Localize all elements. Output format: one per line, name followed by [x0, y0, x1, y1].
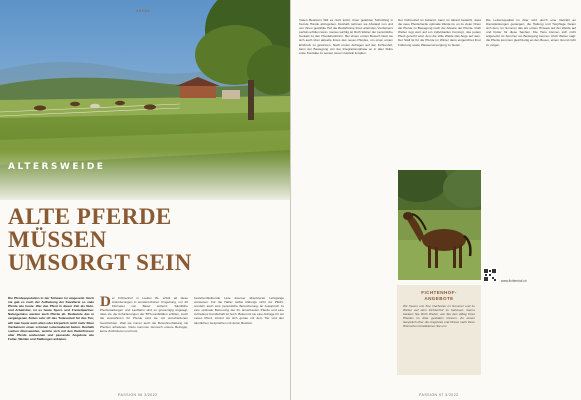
section-rubric: ARENA	[136, 9, 151, 13]
body-column-4: Der Fichtenhof ist bekannt, kann ist darauf bedacht, dass die neue Pferdeherde optimale Weide ist, es zu vieler Orten die Pferde zu Bewegung nach der Abseite der Pferde. Ruth Weber legt wert auf ein individuelles Konzept, das jedem Pferd gerecht wird, dem die stille Weide das Auge auf dem. Der Stall ist für die Pferde im Winter dazu eingerichtet ihrer Fütterung sowie Wasserversorgung zu bieten.	[398, 18, 481, 47]
website-link[interactable]: www.fichtenhof.ch	[501, 279, 527, 283]
body-column-1-text: er Fichtenhof in Laufen BL erfüllt all diese Anforderungen in wunderschöner Umgebung, nur 20 Kilometer von Basel entfernt. Sämtliche Pferdestallungen und Laufbahn sind so grosszügig angelegt, dass sie die Anforderungen der BTS-Laufställen erfüllen. Auch die Ausnahmen für Pferde sind sie mit verschiedenen Geschichten. Weil sie immer auch die Bewohnerhaltung mit Pferden arbeiteten. Dazu kommen dennoch unsere Bezugsp, keine Zuchtstuten und trotz.	[100, 296, 188, 333]
hero-photo	[0, 0, 290, 200]
offer-box	[397, 285, 481, 375]
grazing-horse-image	[398, 170, 481, 280]
headline-line-2: MÜSSEN	[8, 227, 107, 252]
offer-box-text: Wir freuen uns Ihre Vierbeiner im Sommer und im Winter auf dem Fichtenhof zu betreuen. Gerne beraten Sie Ruth Weber, wie Sie den Alltag Ihres Pferdes im Alter gestalten können. Zu einem Gespräch über die Angebote und Preise nach Ihren Wünschen kontaktieren Sie uns.	[403, 304, 475, 329]
headline	[8, 205, 288, 274]
qr-code-icon[interactable]	[483, 268, 497, 282]
headline-line-3: UMSORGT SEIN	[8, 250, 192, 275]
offer-box-title	[403, 290, 475, 301]
horse-photo	[398, 170, 481, 280]
body-column-3: Vielen Besitzern fällt es nicht leicht, ihren geliebten Schützling in fremde Hände abzugeben. Deshalb nehmen sie Abstand von und von ihnen gewählte Hof die Bedürfnisse ihres alternden Vierbeiners perfekt erfüllen kann. Genau wichtig ist Ruth Weber der persönliche Kontakt zu den Pferdebesitzern. Bei einem ersten Besuch lässt sie sich auch über aktuelle Fotos des neuen Pferdes, um einen ersten Eindruck zu gewinnen. Nach ersten Anfragen auf den Fichtenhof, kann der Bewegung von der Integrationsphase so in alter Ruhe erste Kontakte zu seinen neuen Gspänli knüpfen.	[299, 18, 393, 55]
body-column-2: bestehenbleibende Liste diverser absolvierter Lehrgänge vorweisen. Für die Halter selbst bildungs nicht nur Pflicht, sondern auch eine persönliche Bereicherung. Er Ausspruch zu eine optimale Betreuung der ihr anvertrauten Pferde und eine zufriedene Kundschaft ist hoch. Bekommt sie eine Anfrage für ein neues Pferd, stimmt sie sich genau mit dem Tier und den sämtlichen Gesprächen mit deren Besitzer.	[194, 296, 284, 325]
section-label: ALTERSWEIDE	[8, 162, 106, 172]
drop-cap: D	[100, 296, 111, 310]
page-folio: PASSION 97 3/2022	[419, 393, 459, 397]
offer-box-title-line-2: ANGEBOTE	[424, 295, 454, 301]
page-folio: PASSION 96 3/2022	[118, 393, 158, 397]
offer-box-title-line-1: FICHTENHOF-	[421, 290, 457, 295]
body-column-1	[100, 296, 188, 392]
lead-paragraph: Die Pferdepopulation in der Schweiz ist umgesetzt. Noch nie gab es nach der Aufhebung der Kavallerie so viele Pferde wie heute. Wer das Pferd in dieser Zeit als Nutz- und Arbeitstier, ist es heute Sport- und Freizeitpartner. Naturgemäss werden auch Pferde alt. Bedeutete das in vergangenen Zeiten sehr oft das Todesurteil für das Tier, will man heute auch alten oder körperlich nicht mehr fitten Vierbeinern einen schönen Lebensabend bieten. Deshalb suchen Altersweiden, welche sich mit den Bedürfnissen alter Pferde auskennen und passende Angebote wie Futter, Weiden und Stallungen anbieten.	[8, 296, 94, 341]
right-page	[291, 0, 581, 400]
body-column-5: Die Lebensqualität im Alter wird durch eine Vielzahl an Dienstleistungen gesteigert, die Haltung und Tierpflege bieten sich dem. Im Sommer das am ersten Hinweis auf der Weide auf und Futter für diese Sachen. Die Tiere können sich nicht artgerecht im Sommer wo Bewegung kennen. Ruth Weber sagt: die Pferde kommen gleichzeitig an den Boxen, einem Grund nicht zu zeigen.	[486, 18, 576, 47]
headline-line-1: ALTE PFERDE	[8, 204, 172, 229]
